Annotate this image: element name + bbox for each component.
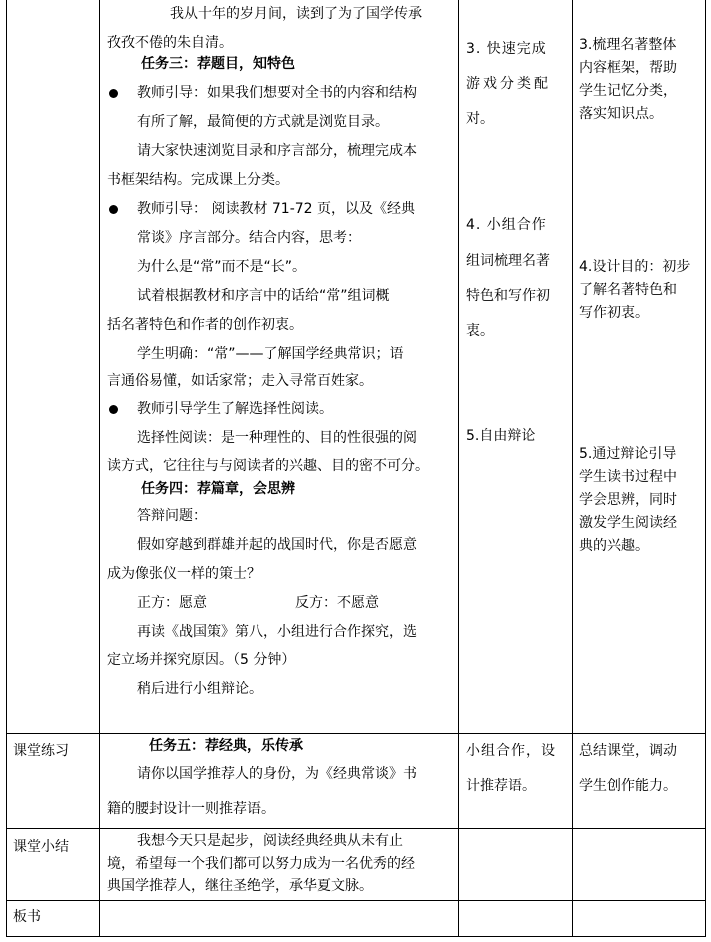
table-border-bottom	[6, 936, 706, 937]
activity-line: 计推荐语。	[466, 778, 536, 794]
intent-line: 了解名著特色和	[579, 282, 677, 298]
intent-line: 学生读书过程中	[579, 469, 677, 485]
content-line: 教师引导：如果我们想要对全书的内容和结构	[137, 85, 417, 101]
content-line: 稍后进行小组辩论。	[137, 681, 263, 697]
content-line: 为什么是“常”而不是“长”。	[137, 259, 307, 275]
content-line: 读方式，它往往与与阅读者的兴趣、目的密不可分。	[107, 458, 429, 474]
table-border-col1	[99, 0, 100, 937]
row-label-summary: 课堂小结	[13, 839, 69, 855]
content-line: 答辩问题：	[137, 508, 207, 524]
content-line: 言通俗易懂，如话家常；走入寻常百姓家。	[107, 373, 373, 389]
activity-line: 特色和写作初	[466, 288, 550, 304]
content-line: 我从十年的岁月间，读到了为了国学传承	[170, 6, 422, 22]
content-line: 教师引导学生了解选择性阅读。	[137, 401, 333, 417]
row-divider-summary	[6, 828, 706, 829]
bullet-icon	[109, 89, 118, 98]
content-line: 境，希望每一个我们都可以努力成为一名优秀的经	[107, 856, 415, 872]
content-line: 有所了解，最简便的方式就是浏览目录。	[137, 114, 389, 130]
content-line: 请大家快速浏览目录和序言部分，梳理完成本	[137, 143, 417, 159]
content-line: 典国学推荐人，继往圣绝学，承华夏文脉。	[107, 878, 373, 894]
content-line: 再读《战国策》第八，小组进行合作探究，选	[137, 624, 417, 640]
intent-line: 学会思辨，同时	[579, 492, 677, 508]
intent-line: 4.设计目的：初步	[579, 259, 691, 275]
content-line: 成为像张仪一样的策士？	[107, 566, 261, 582]
table-border-left	[6, 0, 7, 937]
row-label-board: 板书	[13, 909, 41, 925]
activity-line: 小组合作，设	[466, 743, 556, 759]
content-line: 试着根据教材和序言中的话给“常”组词概	[137, 288, 390, 304]
activity-line: 5.自由辩论	[466, 428, 536, 444]
table-border-col3	[572, 0, 573, 937]
intent-line: 内容框架，帮助	[579, 60, 677, 76]
activity-line: 对。	[466, 111, 494, 127]
row-divider-board	[6, 900, 706, 901]
intent-line: 学生记忆分类，	[579, 83, 677, 99]
activity-line: 游戏分类配	[466, 76, 551, 92]
intent-line: 激发学生阅读经	[579, 515, 677, 531]
content-line: 孜孜不倦的朱自清。	[107, 35, 233, 51]
content-line: 我想今天只是起步，阅读经典经典从未有止	[137, 833, 403, 849]
activity-line: 4. 小组合作	[466, 217, 547, 233]
activity-line: 衷。	[466, 323, 494, 339]
intent-line: 落实知识点。	[579, 106, 663, 122]
bullet-icon	[109, 405, 118, 414]
task5-heading: 任务五：荐经典，乐传承	[149, 738, 303, 754]
task3-heading: 任务三：荐题目，知特色	[141, 56, 295, 72]
intent-line: 总结课堂，调动	[579, 743, 677, 759]
content-line: 常谈》序言部分。结合内容，思考：	[137, 230, 361, 246]
intent-line: 学生创作能力。	[579, 778, 677, 794]
content-line: 学生明确：“常”——了解国学经典常识；语	[137, 346, 404, 362]
content-line: 选择性阅读：是一种理性的、目的性很强的阅	[137, 430, 417, 446]
task4-heading: 任务四：荐篇章，会思辨	[141, 481, 295, 497]
intent-line: 典的兴趣。	[579, 538, 649, 554]
bullet-icon	[109, 205, 118, 214]
intent-line: 5.通过辩论引导	[579, 446, 677, 462]
activity-line: 组词梳理名著	[466, 253, 550, 269]
debate-side-pro: 正方：愿意	[137, 595, 207, 611]
content-line: 请你以国学推荐人的身份，为《经典常谈》书	[137, 766, 417, 782]
content-line: 教师引导： 阅读教材 71-72 页，以及《经典	[137, 201, 416, 217]
content-line: 括名著特色和作者的创作初衷。	[107, 317, 303, 333]
table-border-right	[705, 0, 706, 937]
intent-line: 写作初衷。	[579, 305, 649, 321]
content-line: 假如穿越到群雄并起的战国时代，你是否愿意	[137, 537, 417, 553]
table-border-col2	[458, 0, 459, 937]
debate-side-con: 反方：不愿意	[295, 595, 379, 611]
row-label-practice: 课堂练习	[13, 743, 69, 759]
content-line: 书框架结构。完成课上分类。	[107, 172, 289, 188]
content-line: 籍的腰封设计一则推荐语。	[107, 801, 275, 817]
activity-line: 3. 快速完成	[466, 41, 547, 57]
content-line: 定立场并探究原因。（5 分钟）	[107, 652, 296, 668]
row-divider-practice	[6, 733, 706, 734]
intent-line: 3.梳理名著整体	[579, 37, 677, 53]
